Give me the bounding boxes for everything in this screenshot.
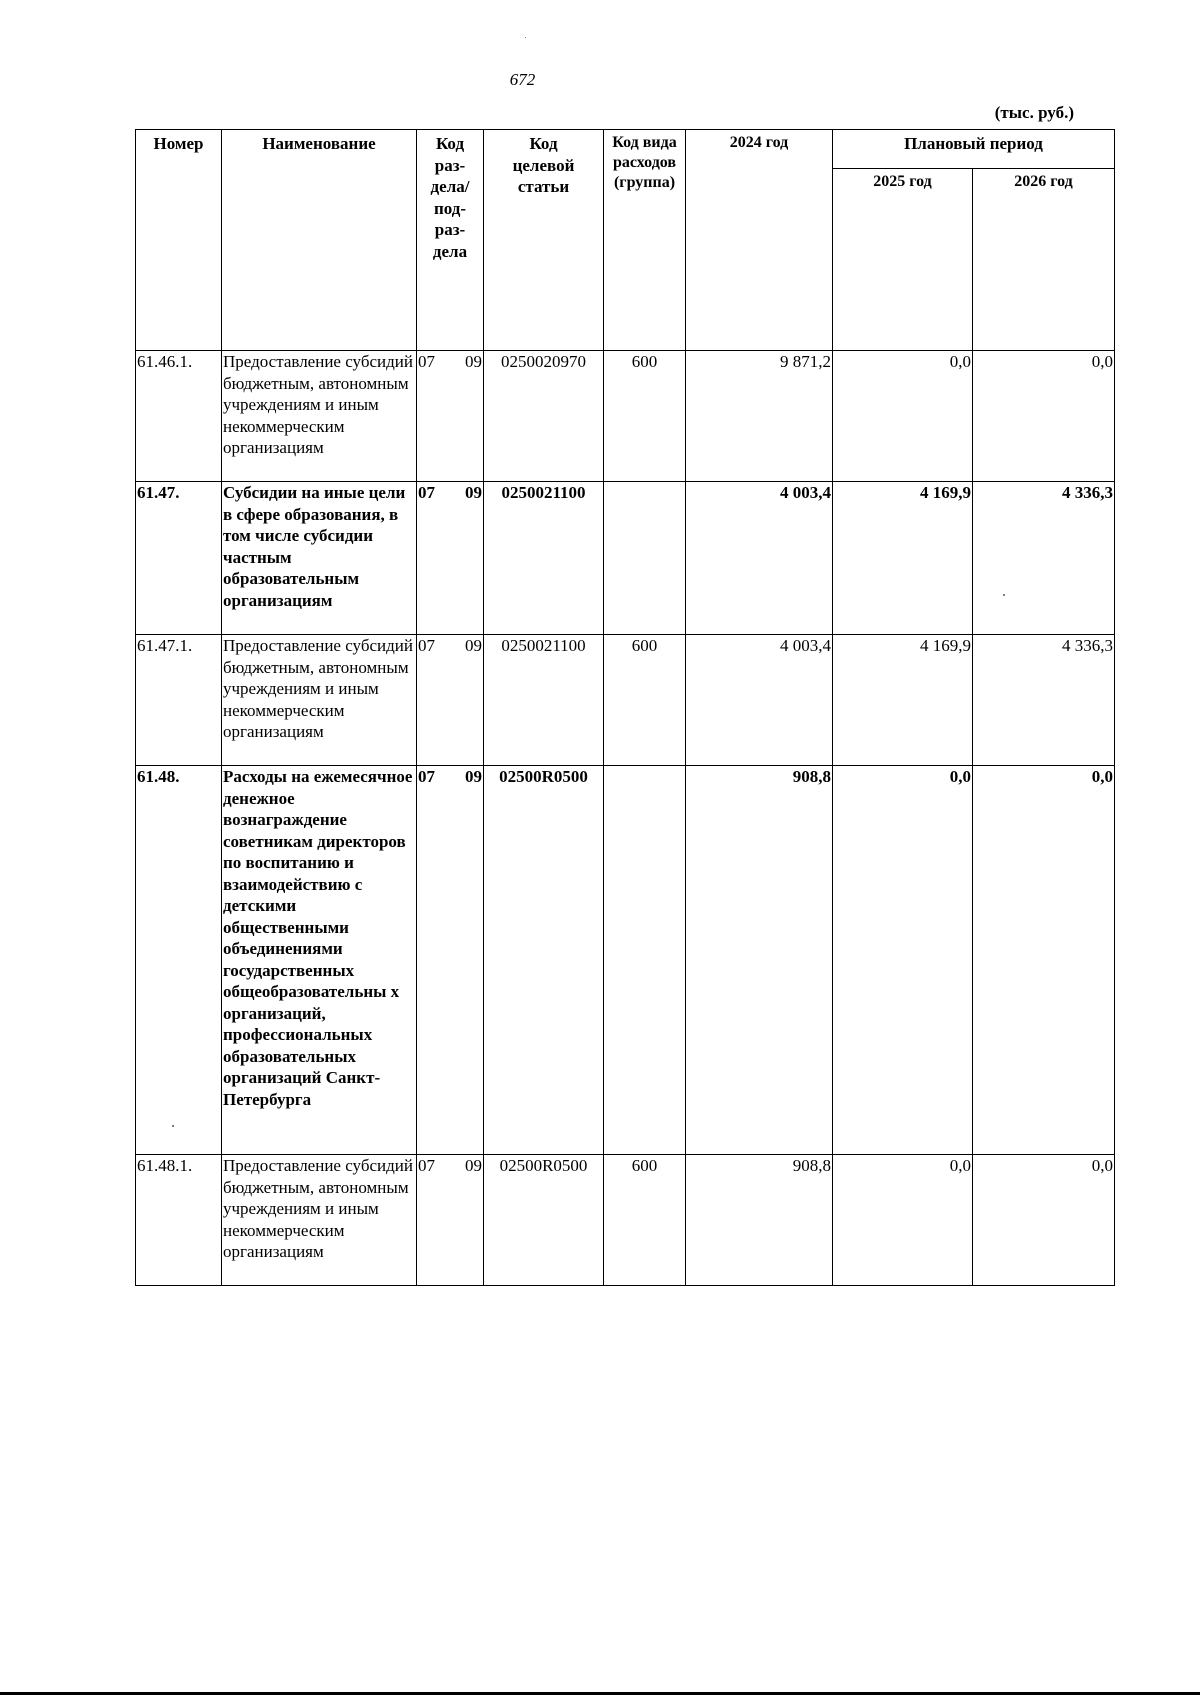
header-planning-period: Плановый период [833,130,1115,169]
row-value-2026: 0,0 [973,351,1115,482]
row-subsection: 09 [465,636,482,655]
header-year-2025: 2025 год [833,169,973,351]
row-value-2024: 4 003,4 [686,482,833,635]
row-target-code: 0250021100 [484,482,604,635]
row-value-2026: 4 336,3 [973,635,1115,766]
row-value-2024: 908,8 [686,766,833,1155]
table-row [136,482,1115,635]
row-section: 07 [418,636,435,655]
table-row [136,635,1115,766]
table-row [136,351,1115,482]
row-subsection: 09 [465,483,482,502]
row-value-2024: 4 003,4 [686,635,833,766]
row-target-code: 02500R0500 [484,766,604,1155]
row-subsection: 09 [465,1156,482,1175]
row-number: 61.47. [136,482,222,635]
row-target-code: 0250021100 [484,635,604,766]
row-value-2026: 4 336,3 [973,482,1115,635]
units-label: (тыс. руб.) [994,103,1074,122]
header-name: Наименование [222,130,417,351]
row-number: 61.47.1. [136,635,222,766]
row-value-2025: 0,0 [833,351,973,482]
row-section-code [417,766,484,1155]
scan-speck [172,1125,174,1127]
row-expense-type: 600 [604,635,686,766]
scan-speck [1003,594,1005,596]
row-section-code [417,635,484,766]
header-row [136,130,1115,169]
row-section: 07 [418,767,435,786]
header-section-code: Код раз- дела/ под- раз- дела [417,130,484,351]
row-section-code [417,1155,484,1286]
row-expense-type [604,766,686,1155]
row-target-code: 02500R0500 [484,1155,604,1286]
table-row [136,1155,1115,1286]
row-value-2026: 0,0 [973,766,1115,1155]
scan-speck [525,37,526,38]
header-year-2026: 2026 год [973,169,1115,351]
row-section: 07 [418,352,435,371]
row-name: Предоставление субсидий бюджетным, автономным учреждениям и иным некоммерческим организациям [222,351,417,482]
budget-table [135,129,1115,1286]
row-subsection: 09 [465,767,482,786]
row-value-2024: 908,8 [686,1155,833,1286]
header-expense-type: Код вида расходов (группа) [604,130,686,351]
row-name: Субсидии на иные цели в сфере образования, в том числе субсидии частным образовательным организациям [222,482,417,635]
row-value-2025: 0,0 [833,766,973,1155]
row-value-2024: 9 871,2 [686,351,833,482]
row-subsection: 09 [465,352,482,371]
header-target-code: Код целевой статьи [484,130,604,351]
row-expense-type [604,482,686,635]
header-number: Номер [136,130,222,351]
row-section: 07 [418,483,435,502]
table-row [136,766,1115,1155]
row-expense-type: 600 [604,351,686,482]
row-expense-type: 600 [604,1155,686,1286]
header-year-2024: 2024 год [686,130,833,351]
row-value-2025: 4 169,9 [833,482,973,635]
row-section: 07 [418,1156,435,1175]
row-number: 61.48.1. [136,1155,222,1286]
row-section-code [417,482,484,635]
page-number: 672 [509,70,536,89]
row-value-2026: 0,0 [973,1155,1115,1286]
row-target-code: 0250020970 [484,351,604,482]
row-name: Предоставление субсидий бюджетным, автономным учреждениям и иным некоммерческим организациям [222,635,417,766]
row-number: 61.46.1. [136,351,222,482]
row-number: 61.48. [136,766,222,1155]
row-name: Расходы на ежемесячное денежное вознаграждение советникам директоров по воспитанию и взаимодействию с детскими общественными объединениями государственных общеобразовательны х организаций, профессиональных образовательных организаций Санкт-Петербурга [222,766,417,1155]
row-section-code [417,351,484,482]
row-name: Предоставление субсидий бюджетным, автономным учреждениям и иным некоммерческим организациям [222,1155,417,1286]
row-value-2025: 0,0 [833,1155,973,1286]
row-value-2025: 4 169,9 [833,635,973,766]
